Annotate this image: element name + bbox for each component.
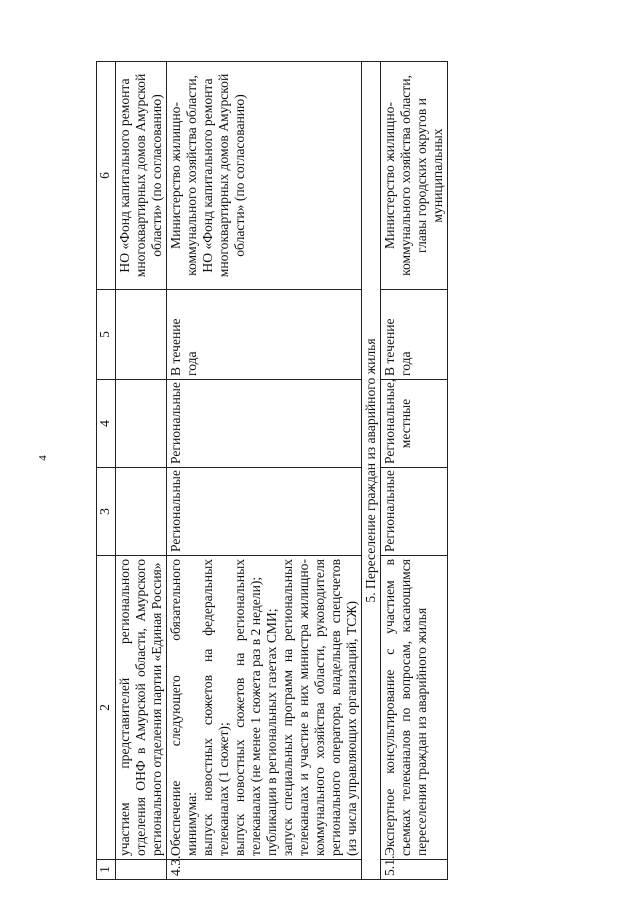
section-row [362, 62, 381, 880]
rotated-page [96, 62, 594, 880]
header-cell: 3 [97, 468, 116, 556]
header-row [97, 62, 116, 880]
row-period [116, 290, 167, 380]
row-executors: Министерство жилищно-коммунального хозяйства области, главы городских округов и муниципальных [381, 62, 448, 290]
row-level: Региональные [167, 468, 362, 556]
row-executors: НО «Фонд капитального ремонта многоквартирных домов Амурской области» (по согласованию) [116, 62, 167, 290]
minimum-list [200, 559, 360, 856]
list-item: выпуск новостных сюжетов на федеральных телеканалах (1 сюжет); [200, 559, 231, 856]
header-cell: 5 [97, 290, 116, 380]
row-level [116, 468, 167, 556]
table-row [167, 62, 362, 880]
page-number: 4 [36, 455, 49, 461]
row-level: Региональные [381, 468, 448, 556]
row-executors: Министерство жилищно-коммунального хозяйства области, НО «Фонд капитального ремонта многоквартирных домов Амурской области» (по согласованию) [167, 62, 362, 290]
header-cell: 2 [97, 556, 116, 860]
table-row [381, 62, 448, 880]
row-period: В течение года [381, 290, 448, 380]
measures-table [96, 61, 448, 880]
section-title: 5. Переселение граждан из аварийного жилья [362, 62, 381, 880]
header-cell: 6 [97, 62, 116, 290]
header-cell: 1 [97, 860, 116, 880]
row-description: Экспертное консультирование с участием в съемках телеканалов по вопросам, касающимся переселения граждан из аварийного жилья [381, 556, 448, 860]
list-item: выпуск новостных сюжетов на региональных телеканалах (не менее 1 сюжета раз в 2 недели); [232, 559, 263, 856]
row-scope [116, 380, 167, 468]
row-number: 4.3. [167, 860, 362, 880]
row-period: В течение года [167, 290, 362, 380]
row-description: участием представителей регионального отделения ОНФ в Амурской области, Амурского регионального отделения партии «Единая Россия» [116, 556, 167, 860]
row-scope: Региональные, местные [381, 380, 448, 468]
row-description [167, 556, 362, 860]
table-row [116, 62, 167, 880]
description-intro: Обеспечение следующего обязательного минимума: [168, 559, 199, 856]
header-cell: 4 [97, 380, 116, 468]
row-scope: Региональные [167, 380, 362, 468]
list-item: публикации в региональных газетах СМИ; [264, 608, 279, 856]
row-number [116, 860, 167, 880]
row-number: 5.1. [381, 860, 448, 880]
list-item: запуск специальных программ на региональных телеканалах и участие в них министра жилищно-коммунального хозяйства области, руководителя регионального оператора, владельцев спецсчетов (из числа управляющих организаций, ТСЖ) [280, 559, 359, 856]
